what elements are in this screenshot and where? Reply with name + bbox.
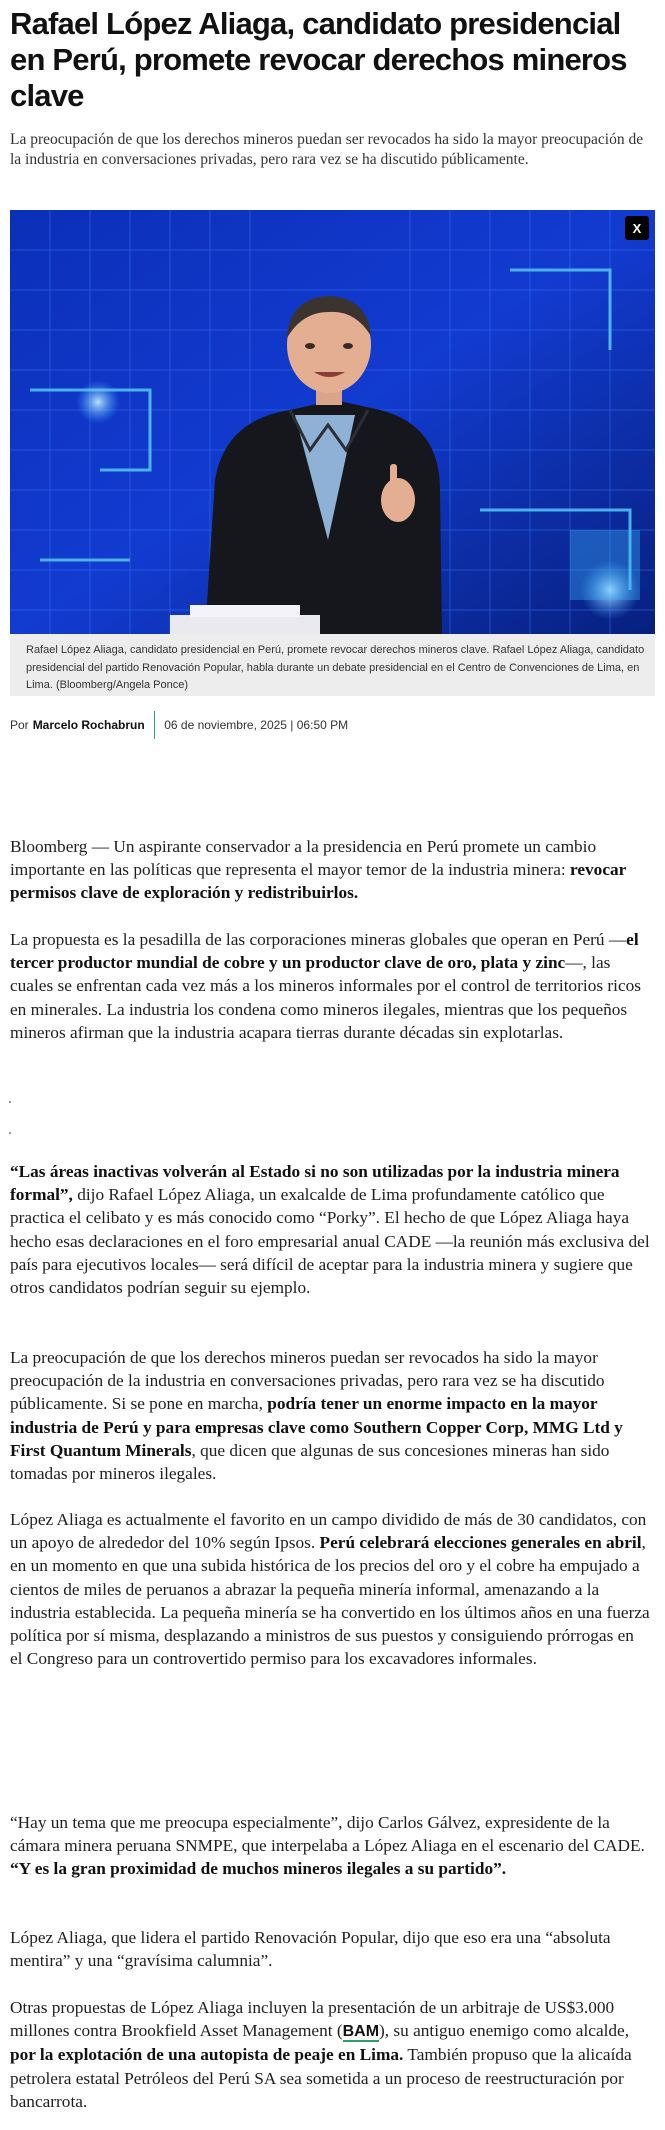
paragraph-7 [10, 1926, 650, 1972]
paragraph-2-text: La propuesta es la pesadilla de las corporaciones mineras globales que operan en Perú — [10, 930, 627, 949]
paragraph-5-text: López Aliaga es actualmente el favorito en un campo dividido de más de 30 candidatos, con un apoyo de alrededor del 10% según Ipsos. [10, 1510, 647, 1553]
paragraph-6-quote: “Y es la gran proximidad de muchos mineros ilegales a su partido”. [10, 1859, 507, 1879]
paragraph-8-text-mid: ), su antiguo enemigo como alcalde, [379, 2021, 630, 2041]
author-link[interactable]: Marcelo Rochabrun [32, 718, 145, 732]
paragraph-2 [10, 928, 650, 1044]
close-image-button[interactable]: X [625, 216, 649, 240]
paragraph-5-text-end: , en un momento en que una subida histórica de los precios del oro y el cobre ha empujado a cientos de miles de peruanos a abrazar la pequeña minería informal, amenazando a la industria establecida. La pequeña minería se ha convertido en los últimos años en una fuerza política por sí misma, desplazando a ministros de sus puestos y consiguiendo prórrogas en el Congreso para un controvertido permiso para los excavadores informales. [10, 1533, 650, 1669]
publish-date: 06 de noviembre, 2025 | 06:50 PM [164, 718, 349, 732]
byline [10, 713, 348, 737]
paragraph-6 [10, 1811, 650, 1881]
paragraph-1-text: Bloomberg — Un aspirante conservador a la presidencia en Perú promete un cambio importante en las políticas que representa el mayor temor de la industria minera: [10, 837, 597, 880]
headline: Rafael López Aliaga, candidato presidencial en Perú, promete revocar derechos mineros clave [10, 6, 627, 113]
debate-stage-illustration [10, 210, 655, 634]
lead-figure [10, 210, 655, 696]
ticker-link-bam[interactable]: BAM [342, 2023, 380, 2041]
paragraph-4-text-end: , que dicen que algunas de sus concesiones mineras han sido tomadas por mineros ilegales. [10, 1440, 610, 1484]
byline-prefix: Por [10, 718, 29, 732]
paragraph-1-highlight: revocar permisos clave de exploración y redistribuirlos. [10, 860, 626, 903]
paragraph-5-highlight: Perú celebrará elecciones generales en abril [319, 1533, 642, 1553]
paragraph-3 [10, 1160, 650, 1299]
paragraph-1 [10, 835, 650, 905]
paragraph-8-text: Otras propuestas de López Aliaga incluyen la presentación de un arbitraje de US$3.000 millones contra Brookfield Asset Management ( [10, 1998, 615, 2041]
paragraph-3-text: dijo Rafael López Aliaga, un exalcalde de Lima profundamente católico que practica el celibato y es más conocido como “Porky”. El hecho de que López Aliaga haya hecho esas declaraciones en el foro empresarial anual CADE —la reunión más exclusiva del país para ejecutivos locales— será difícil de aceptar para la industria minera y sugiere que otros candidatos podrían seguir su ejemplo. [10, 1185, 650, 1298]
separator-dot [9, 1132, 11, 1134]
paragraph-4-highlight: podría tener un enorme impacto en la mayor industria de Perú y para empresas clave como Southern Copper Corp, MMG Ltd y First Quantum Minerals [10, 1394, 623, 1460]
paragraph-4-text: La preocupación de que los derechos mineros puedan ser revocados ha sido la mayor preocupación de la industria en conversaciones privadas, pero rara vez se ha discutido públicamente. Si se pone en marcha, [10, 1348, 605, 1414]
paragraph-8 [10, 1996, 650, 2113]
lead-photo [10, 210, 655, 634]
byline-divider [154, 711, 156, 739]
paragraph-8-text-end: También propuso que la alicaída petrolera estatal Petróleos del Perú SA sea sometida a un proceso de reestructuración por bancarrota. [10, 2045, 632, 2111]
paragraph-8-highlight: por la explotación de una autopista de peaje en Lima. [10, 2045, 404, 2065]
image-caption: Rafael López Aliaga, candidato presidencial en Perú, promete revocar derechos mineros clave. Rafael López Aliaga, candidato presidencial del partido Renovación Popular, habla durante un debate presidencial en el Centro de Convenciones de Lima, en Lima. (Bloomberg/Angela Ponce) [26, 644, 645, 691]
paragraph-2-highlight: el tercer productor mundial de cobre y un productor clave de oro, plata y zinc [10, 930, 639, 973]
paragraph-2-text-end: —, las cuales se enfrentan cada vez más a los mineros informales por el control de territorios ricos en minerales. La industria los condena como mineros ilegales, mientras que los pequeños mineros afirman que la industria acapara tierras durante décadas sin explotarlas. [10, 953, 642, 1042]
paragraph-4 [10, 1346, 650, 1485]
paragraph-7-text: López Aliaga, que lidera el partido Renovación Popular, dijo que eso era una “absoluta mentira” y una “gravísima calumnia”. [10, 1928, 611, 1971]
separator-dot [9, 1101, 11, 1103]
paragraph-5 [10, 1508, 650, 1670]
paragraph-3-quote: “Las áreas inactivas volverán al Estado si no son utilizadas por la industria minera formal”, [10, 1162, 620, 1205]
paragraph-6-text: “Hay un tema que me preocupa especialmente”, dijo Carlos Gálvez, expresidente de la cámara minera peruana SNMPE, que interpelaba a López Aliaga en el escenario del CADE. [10, 1813, 645, 1856]
article-dek: La preocupación de que los derechos mineros puedan ser revocados ha sido la mayor preocupación de la industria en conversaciones privadas, pero rara vez se ha discutido públicamente. [10, 131, 644, 168]
